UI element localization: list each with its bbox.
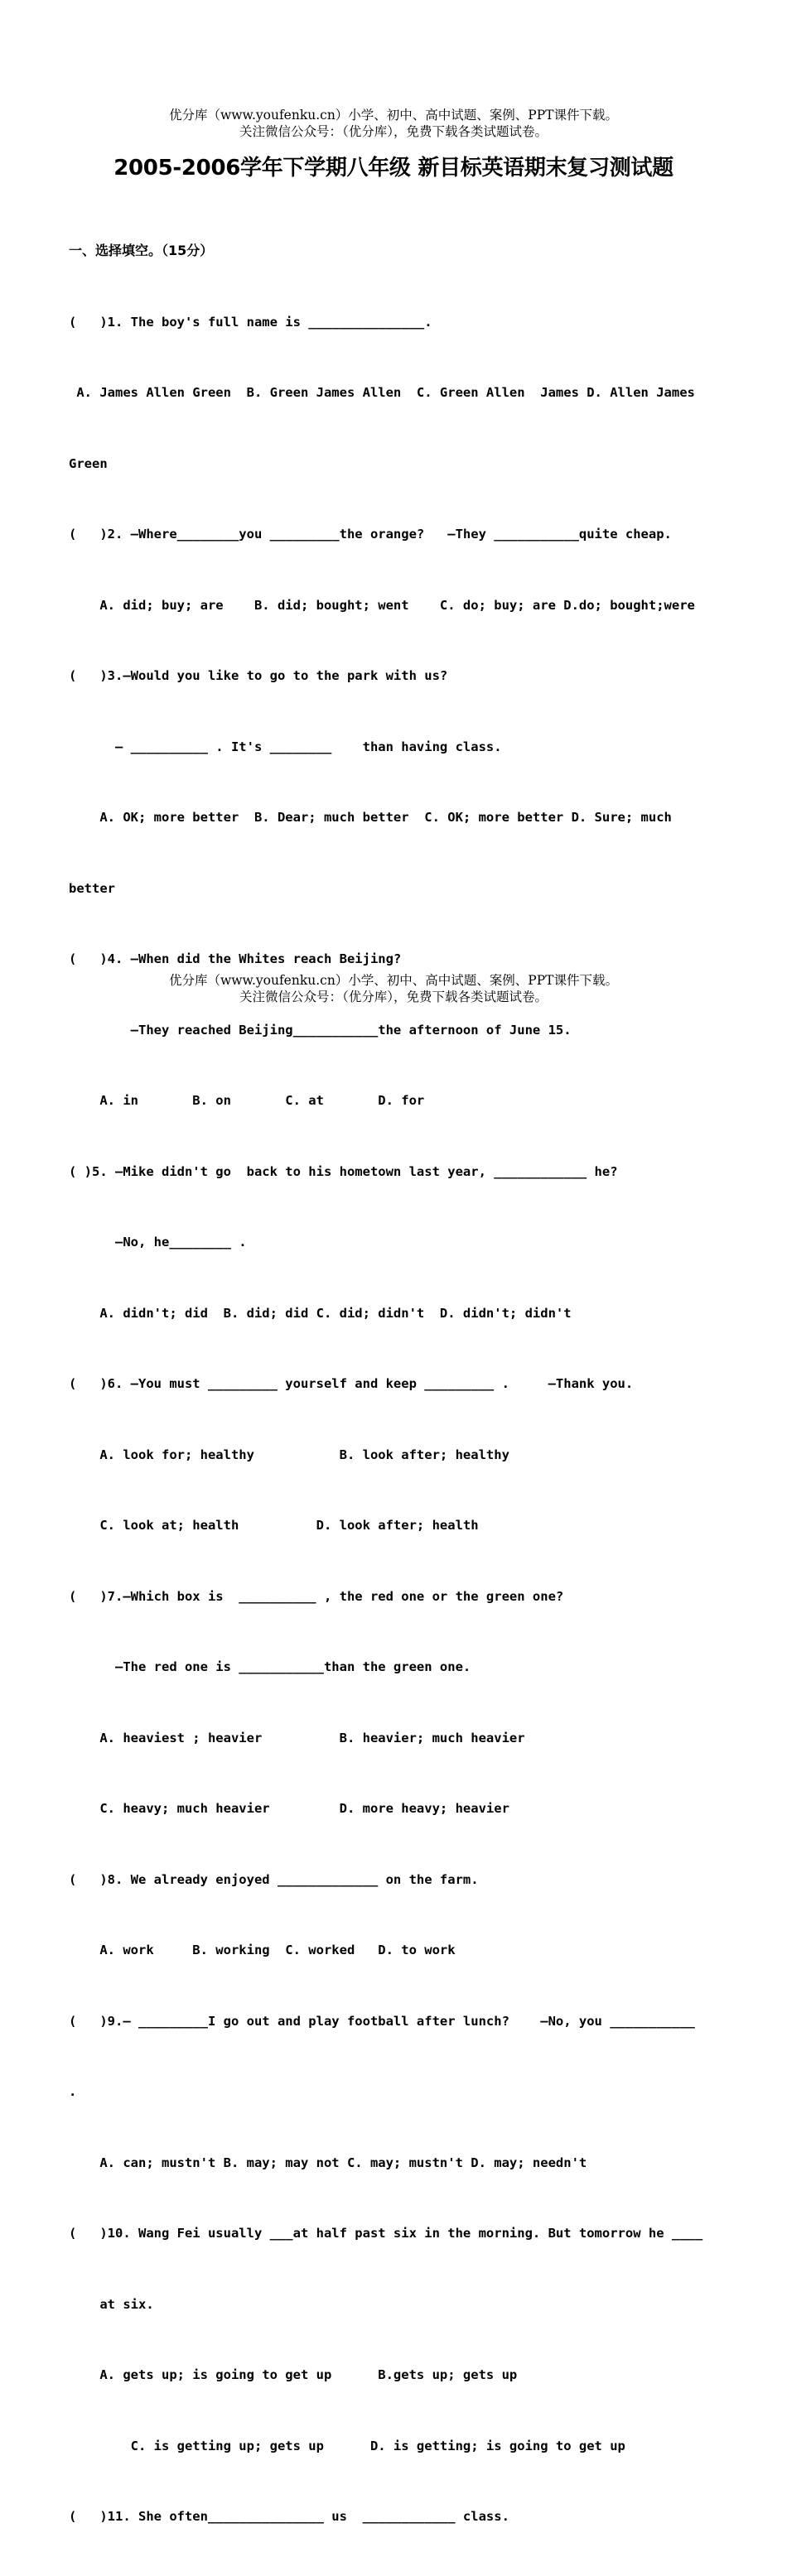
- text-line: .: [69, 2084, 77, 2099]
- text-line: A. heaviest ; heavier B. heavier; much heavier: [69, 1730, 525, 1745]
- text-line: ( )3.—Would you like to go to the park with us?: [69, 668, 448, 683]
- text-line: A. can; mustn't B. may; may not C. may; mustn't D. may; needn't: [69, 2155, 587, 2170]
- text-line: Green: [69, 455, 108, 471]
- text-line: ( )7.—Which box is __________ , the red one or the green one?: [69, 1588, 564, 1604]
- header-line-2: 关注微信公众号：（优分库），免费下载各类试题试卷。: [239, 124, 548, 139]
- text-line: A. work B. working C. worked D. to work: [69, 1943, 456, 1957]
- text-line: ( )8. We already enjoyed _____________ on the farm.: [69, 1871, 479, 1887]
- text-line: A. look for; healthy B. look after; healthy: [69, 1447, 509, 1462]
- text-line: C. heavy; much heavier D. more heavy; heavier: [69, 1801, 509, 1816]
- text-line: ( )4. —When did the Whites reach Beijing?: [69, 951, 402, 966]
- text-line: ( )5. —Mike didn't go back to his hometown last year, ____________ he?: [69, 1163, 618, 1179]
- text-line: C. look at; health D. look after; health: [69, 1518, 479, 1533]
- section-heading: 一、选择填空。（15分）: [69, 243, 214, 258]
- text-line: better: [69, 880, 115, 896]
- text-line: at six.: [69, 2296, 154, 2312]
- text-line: A. OK; more better B. Dear; much better C. OK; more better D. Sure; much: [69, 810, 672, 825]
- text-line: ( )11. She often_______________ us ____________ class.: [69, 2509, 509, 2524]
- text-line: ( )9.— _________I go out and play football after lunch? —No, you ___________: [69, 2013, 695, 2029]
- text-line: ( )1. The boy's full name is _______________.: [69, 314, 432, 330]
- header-line-1: 优分库（www.youfenku.cn）小学、初中、高中试题、案例、PPT课件下载。: [168, 108, 619, 123]
- text-line: A. James Allen Green B. Green James Allen C. Green Allen James D. Allen James: [69, 385, 695, 400]
- text-line: ( )10. Wang Fei usually ___at half past six in the morning. But tomorrow he ____: [69, 2226, 703, 2241]
- text-line: C. is getting up; gets up D. is getting; is going to get up: [69, 2438, 625, 2453]
- text-line: —The red one is ___________than the green one.: [69, 1659, 471, 1674]
- text-line: A. gets up; is going to get up B.gets up; gets up: [69, 2367, 518, 2382]
- text-line: A. did; buy; are B. did; bought; went C. do; buy; are D.do; bought;were: [69, 597, 695, 613]
- text-line: ( )6. —You must _________ yourself and keep _________ . —Thank you.: [69, 1376, 634, 1391]
- exam-title: 2005-2006学年下学期八年级 新目标英语期末复习测试题: [113, 156, 674, 181]
- footer-line-2: 关注微信公众号：（优分库），免费下载各类试题试卷。: [239, 989, 548, 1004]
- text-line: A. in B. on C. at D. for: [69, 1093, 425, 1108]
- page-footer: [0, 972, 787, 1005]
- text-line: — __________ . It's ________ than having class.: [69, 739, 502, 754]
- text-line: —No, he________ .: [69, 1235, 247, 1249]
- text-line: —They reached Beijing___________the afternoon of June 15.: [69, 1022, 572, 1038]
- question-body: [69, 192, 723, 2576]
- page-header: [0, 107, 787, 140]
- footer-line-1: 优分库（www.youfenku.cn）小学、初中、高中试题、案例、PPT课件下载。: [168, 973, 619, 988]
- text-line: A. didn't; did B. did; did C. did; didn't D. didn't; didn't: [69, 1305, 572, 1321]
- text-line: ( )2. —Where________you _________the orange? —They ___________quite cheap.: [69, 527, 672, 542]
